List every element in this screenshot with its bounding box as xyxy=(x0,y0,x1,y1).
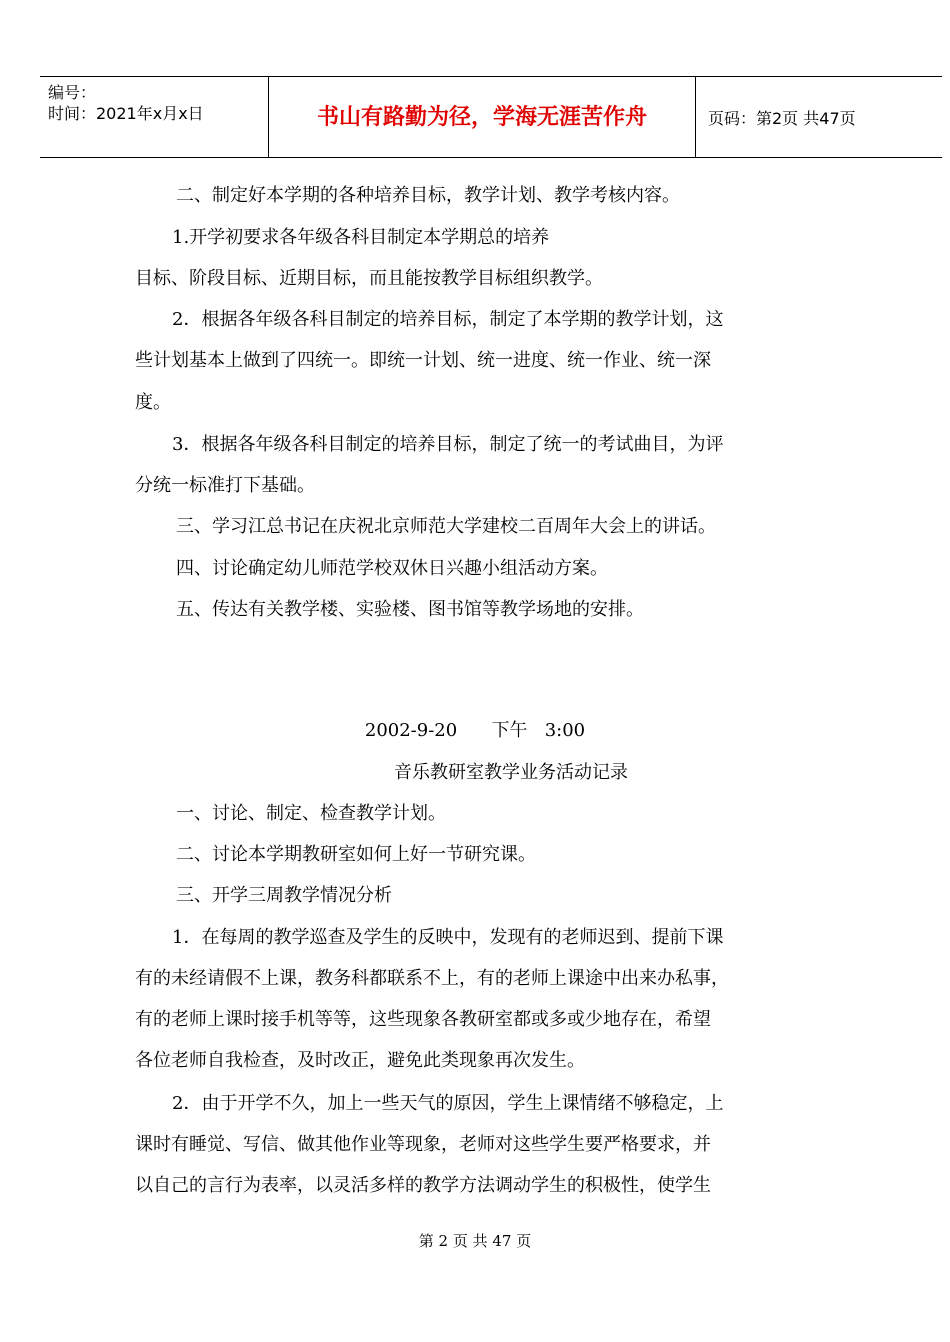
paragraph-line: 2．由于开学不久，加上一些天气的原因，学生上课情绪不够稳定，上 xyxy=(172,1093,724,1114)
paragraph-line: 3．根据各年级各科目制定的培养目标，制定了统一的考试曲目，为评 xyxy=(172,434,724,455)
paragraph-line: 三、学习江总书记在庆祝北京师范大学建校二百周年大会上的讲话。 xyxy=(176,516,716,537)
meeting-date-line: 2002-9-20 下午 3:00 xyxy=(364,720,586,741)
header-motto-cell xyxy=(269,77,696,157)
page-footer: 第 2 页 共 47 页 xyxy=(418,1232,532,1250)
record-title: 音乐教研室教学业务活动记录 xyxy=(394,762,628,783)
paragraph-line: 一、讨论、制定、检查教学计划。 xyxy=(176,803,446,824)
paragraph-line: 度。 xyxy=(135,392,171,413)
header-page-cell xyxy=(696,77,942,157)
paragraph-line: 各位老师自我检查，及时改正，避免此类现象再次发生。 xyxy=(135,1050,585,1071)
paragraph-line: 五、传达有关教学楼、实验楼、图书馆等教学场地的安排。 xyxy=(176,599,644,620)
paragraph-line: 二、制定好本学期的各种培养目标，教学计划、教学考核内容。 xyxy=(176,185,680,206)
paragraph-line: 课时有睡觉、写信、做其他作业等现象，老师对这些学生要严格要求，并 xyxy=(135,1134,711,1155)
header-page-info: 页码：第2页 共47页 xyxy=(708,109,856,128)
paragraph-line: 四、讨论确定幼儿师范学校双休日兴趣小组活动方案。 xyxy=(176,558,608,579)
paragraph-line: 二、讨论本学期教研室如何上好一节研究课。 xyxy=(176,844,536,865)
header-motto: 书山有路勤为径，学海无涯苦作舟 xyxy=(316,105,647,130)
document-number-label: 编号： xyxy=(48,83,97,102)
paragraph-line: 有的老师上课时接手机等等，这些现象各教研室都或多或少地存在，希望 xyxy=(135,1009,711,1030)
paragraph-line: 1．在每周的教学巡查及学生的反映中，发现有的老师迟到、提前下课 xyxy=(172,927,724,948)
header-info-cell xyxy=(40,77,269,157)
document-time-label: 时间：2021年x月x日 xyxy=(48,104,204,123)
paragraph-line: 2．根据各年级各科目制定的培养目标，制定了本学期的教学计划，这 xyxy=(172,309,724,330)
paragraph-line: 些计划基本上做到了四统一。即统一计划、统一进度、统一作业、统一深 xyxy=(135,350,711,371)
paragraph-line: 有的未经请假不上课，教务科都联系不上，有的老师上课途中出来办私事， xyxy=(135,968,729,989)
paragraph-line: 三、开学三周教学情况分析 xyxy=(176,885,392,906)
paragraph-line: 1.开学初要求各年级各科目制定本学期总的培养 xyxy=(172,227,550,248)
paragraph-line: 目标、阶段目标、近期目标，而且能按教学目标组织教学。 xyxy=(135,268,603,289)
paragraph-line: 分统一标准打下基础。 xyxy=(135,475,315,496)
paragraph-line: 以自己的言行为表率，以灵活多样的教学方法调动学生的积极性，使学生 xyxy=(135,1175,711,1196)
document-header xyxy=(40,76,942,158)
